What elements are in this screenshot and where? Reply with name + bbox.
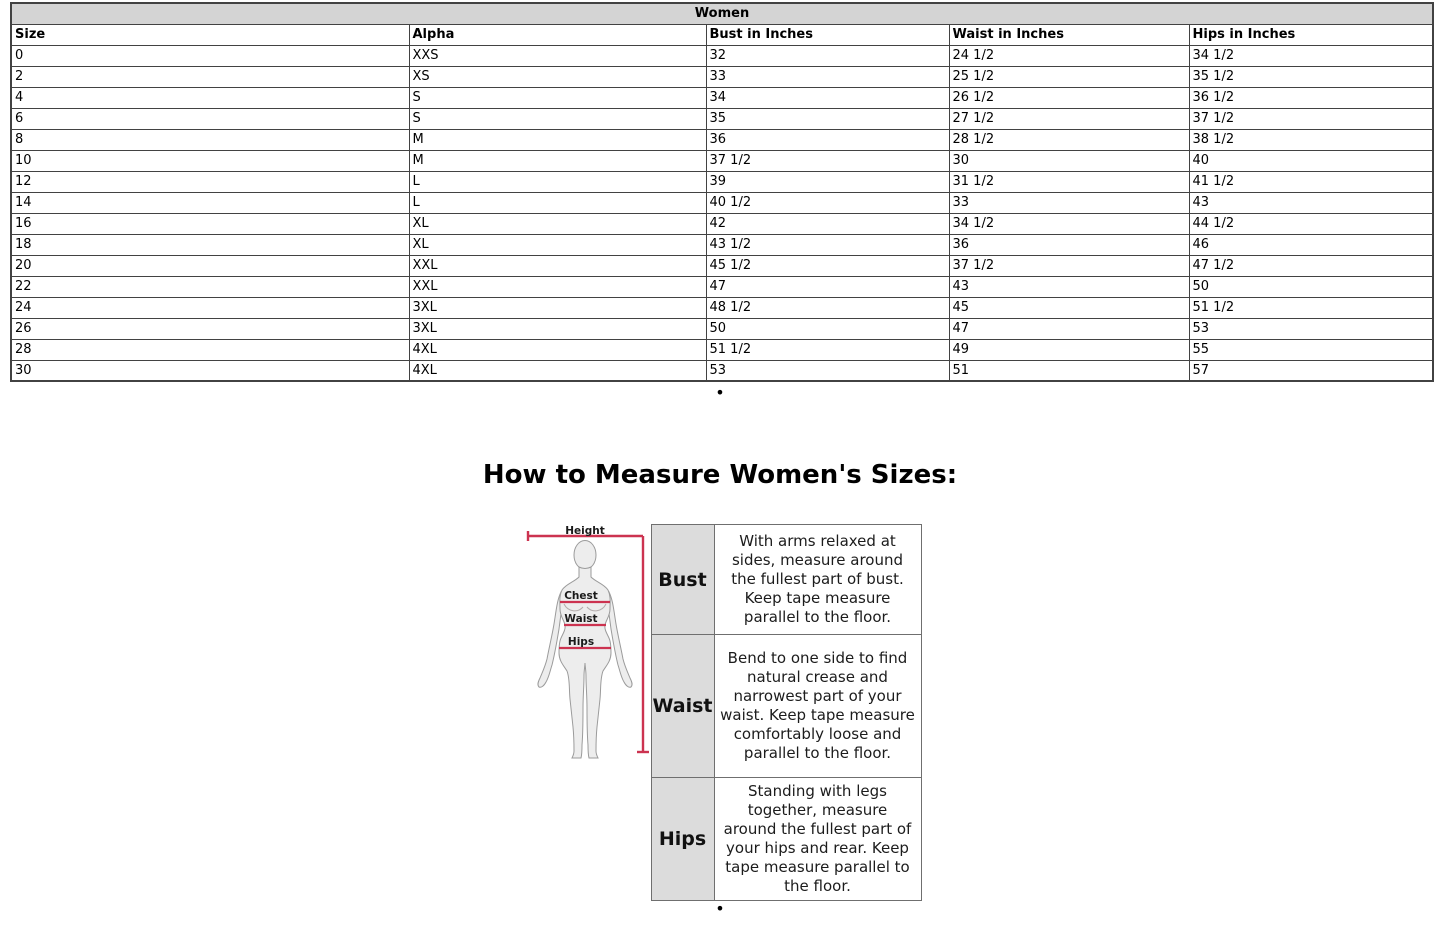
alpha-cell: L: [409, 171, 706, 192]
table-row: [11, 339, 1433, 360]
size-cell: 10: [11, 150, 409, 171]
hips-label: Hips: [567, 636, 594, 648]
size-cell: 8: [11, 129, 409, 150]
table-row: [11, 318, 1433, 339]
height-label: Height: [564, 525, 605, 537]
bust-cell: 48 1/2: [706, 297, 949, 318]
bust-cell: 39: [706, 171, 949, 192]
table-row: [11, 129, 1433, 150]
waist-cell: 51: [949, 360, 1189, 381]
alpha-cell: S: [409, 108, 706, 129]
size-cell: 24: [11, 297, 409, 318]
table-row: [11, 297, 1433, 318]
list-bullet-top: •: [715, 383, 725, 402]
measure-instructions-table: [651, 524, 922, 901]
bust-cell: 45 1/2: [706, 255, 949, 276]
hips-cell: 38 1/2: [1189, 129, 1433, 150]
hips-cell: 40: [1189, 150, 1433, 171]
size-cell: 14: [11, 192, 409, 213]
waist-cell: 49: [949, 339, 1189, 360]
bust-label-cell: Bust: [651, 525, 714, 635]
bust-cell: 35: [706, 108, 949, 129]
waist-cell: 45: [949, 297, 1189, 318]
measure-section: [0, 524, 1440, 901]
alpha-cell: 4XL: [409, 360, 706, 381]
bust-cell: 43 1/2: [706, 234, 949, 255]
list-bullet-bottom: •: [715, 899, 725, 918]
size-cell: 20: [11, 255, 409, 276]
waist-cell: 47: [949, 318, 1189, 339]
bust-cell: 37 1/2: [706, 150, 949, 171]
table-row: [11, 192, 1433, 213]
table-row: [11, 87, 1433, 108]
size-cell: 22: [11, 276, 409, 297]
size-cell: 6: [11, 108, 409, 129]
column-header-alpha: Alpha: [409, 24, 706, 45]
waist-cell: 37 1/2: [949, 255, 1189, 276]
table-row: [11, 150, 1433, 171]
alpha-cell: M: [409, 129, 706, 150]
table-row: [11, 171, 1433, 192]
alpha-cell: XL: [409, 234, 706, 255]
size-cell: 2: [11, 66, 409, 87]
table-row: [11, 45, 1433, 66]
table-title: Women: [11, 3, 1433, 24]
hips-cell: 37 1/2: [1189, 108, 1433, 129]
size-cell: 26: [11, 318, 409, 339]
table-row: [651, 778, 921, 901]
table-row: [11, 255, 1433, 276]
hips-cell: 50: [1189, 276, 1433, 297]
column-header-hips: Hips in Inches: [1189, 24, 1433, 45]
column-header-waist: Waist in Inches: [949, 24, 1189, 45]
size-chart-body: [11, 45, 1433, 381]
bust-cell: 47: [706, 276, 949, 297]
waist-cell: 24 1/2: [949, 45, 1189, 66]
bust-cell: 42: [706, 213, 949, 234]
body-silhouette-icon: [537, 541, 631, 759]
alpha-cell: XS: [409, 66, 706, 87]
table-row: [11, 66, 1433, 87]
bust-cell: 36: [706, 129, 949, 150]
hips-cell: 57: [1189, 360, 1433, 381]
waist-cell: 36: [949, 234, 1189, 255]
column-header-row: [11, 24, 1433, 45]
waist-cell: 25 1/2: [949, 66, 1189, 87]
bust-cell: 34: [706, 87, 949, 108]
table-row: [11, 276, 1433, 297]
size-cell: 4: [11, 87, 409, 108]
section-heading: How to Measure Women's Sizes:: [482, 460, 958, 490]
bust-cell: 53: [706, 360, 949, 381]
waist-label: Waist: [563, 613, 598, 625]
table-row: [651, 525, 921, 635]
hips-cell: 35 1/2: [1189, 66, 1433, 87]
size-cell: 0: [11, 45, 409, 66]
size-cell: 16: [11, 213, 409, 234]
waist-cell: 27 1/2: [949, 108, 1189, 129]
size-cell: 12: [11, 171, 409, 192]
size-cell: 30: [11, 360, 409, 381]
table-row: [651, 635, 921, 778]
size-cell: 28: [11, 339, 409, 360]
chest-label: Chest: [563, 590, 598, 602]
bust-cell: 50: [706, 318, 949, 339]
waist-cell: 34 1/2: [949, 213, 1189, 234]
hips-cell: 51 1/2: [1189, 297, 1433, 318]
alpha-cell: 3XL: [409, 318, 706, 339]
bust-cell: 32: [706, 45, 949, 66]
table-title-row: [11, 3, 1433, 24]
waist-cell: 43: [949, 276, 1189, 297]
waist-label-cell: Waist: [651, 635, 714, 778]
waist-cell: 26 1/2: [949, 87, 1189, 108]
alpha-cell: 4XL: [409, 339, 706, 360]
bust-cell: 51 1/2: [706, 339, 949, 360]
waist-cell: 33: [949, 192, 1189, 213]
bust-cell: 40 1/2: [706, 192, 949, 213]
alpha-cell: XXL: [409, 276, 706, 297]
hips-cell: 41 1/2: [1189, 171, 1433, 192]
column-header-bust: Bust in Inches: [706, 24, 949, 45]
women-size-chart-table: [10, 2, 1434, 382]
bust-desc-cell: With arms relaxed at sides, measure around the fullest part of bust. Keep tape measure parallel to the floor.: [714, 525, 921, 635]
hips-cell: 47 1/2: [1189, 255, 1433, 276]
hips-cell: 46: [1189, 234, 1433, 255]
hips-cell: 34 1/2: [1189, 45, 1433, 66]
hips-cell: 36 1/2: [1189, 87, 1433, 108]
alpha-cell: XXL: [409, 255, 706, 276]
alpha-cell: S: [409, 87, 706, 108]
alpha-cell: 3XL: [409, 297, 706, 318]
size-cell: 18: [11, 234, 409, 255]
hips-label-cell: Hips: [651, 778, 714, 901]
hips-cell: 55: [1189, 339, 1433, 360]
hips-cell: 44 1/2: [1189, 213, 1433, 234]
waist-cell: 31 1/2: [949, 171, 1189, 192]
table-row: [11, 213, 1433, 234]
hips-cell: 43: [1189, 192, 1433, 213]
alpha-cell: L: [409, 192, 706, 213]
hips-cell: 53: [1189, 318, 1433, 339]
waist-cell: 30: [949, 150, 1189, 171]
bust-cell: 33: [706, 66, 949, 87]
measurement-figure: [519, 524, 651, 769]
alpha-cell: M: [409, 150, 706, 171]
hips-desc-cell: Standing with legs together, measure around the fullest part of your hips and rear. Keep tape measure parallel to the floor.: [714, 778, 921, 901]
waist-desc-cell: Bend to one side to find natural crease and narrowest part of your waist. Keep tape measure comfortably loose and parallel to the floor.: [714, 635, 921, 778]
alpha-cell: XL: [409, 213, 706, 234]
table-row: [11, 234, 1433, 255]
alpha-cell: XXS: [409, 45, 706, 66]
column-header-size: Size: [11, 24, 409, 45]
table-row: [11, 108, 1433, 129]
table-row: [11, 360, 1433, 381]
waist-cell: 28 1/2: [949, 129, 1189, 150]
